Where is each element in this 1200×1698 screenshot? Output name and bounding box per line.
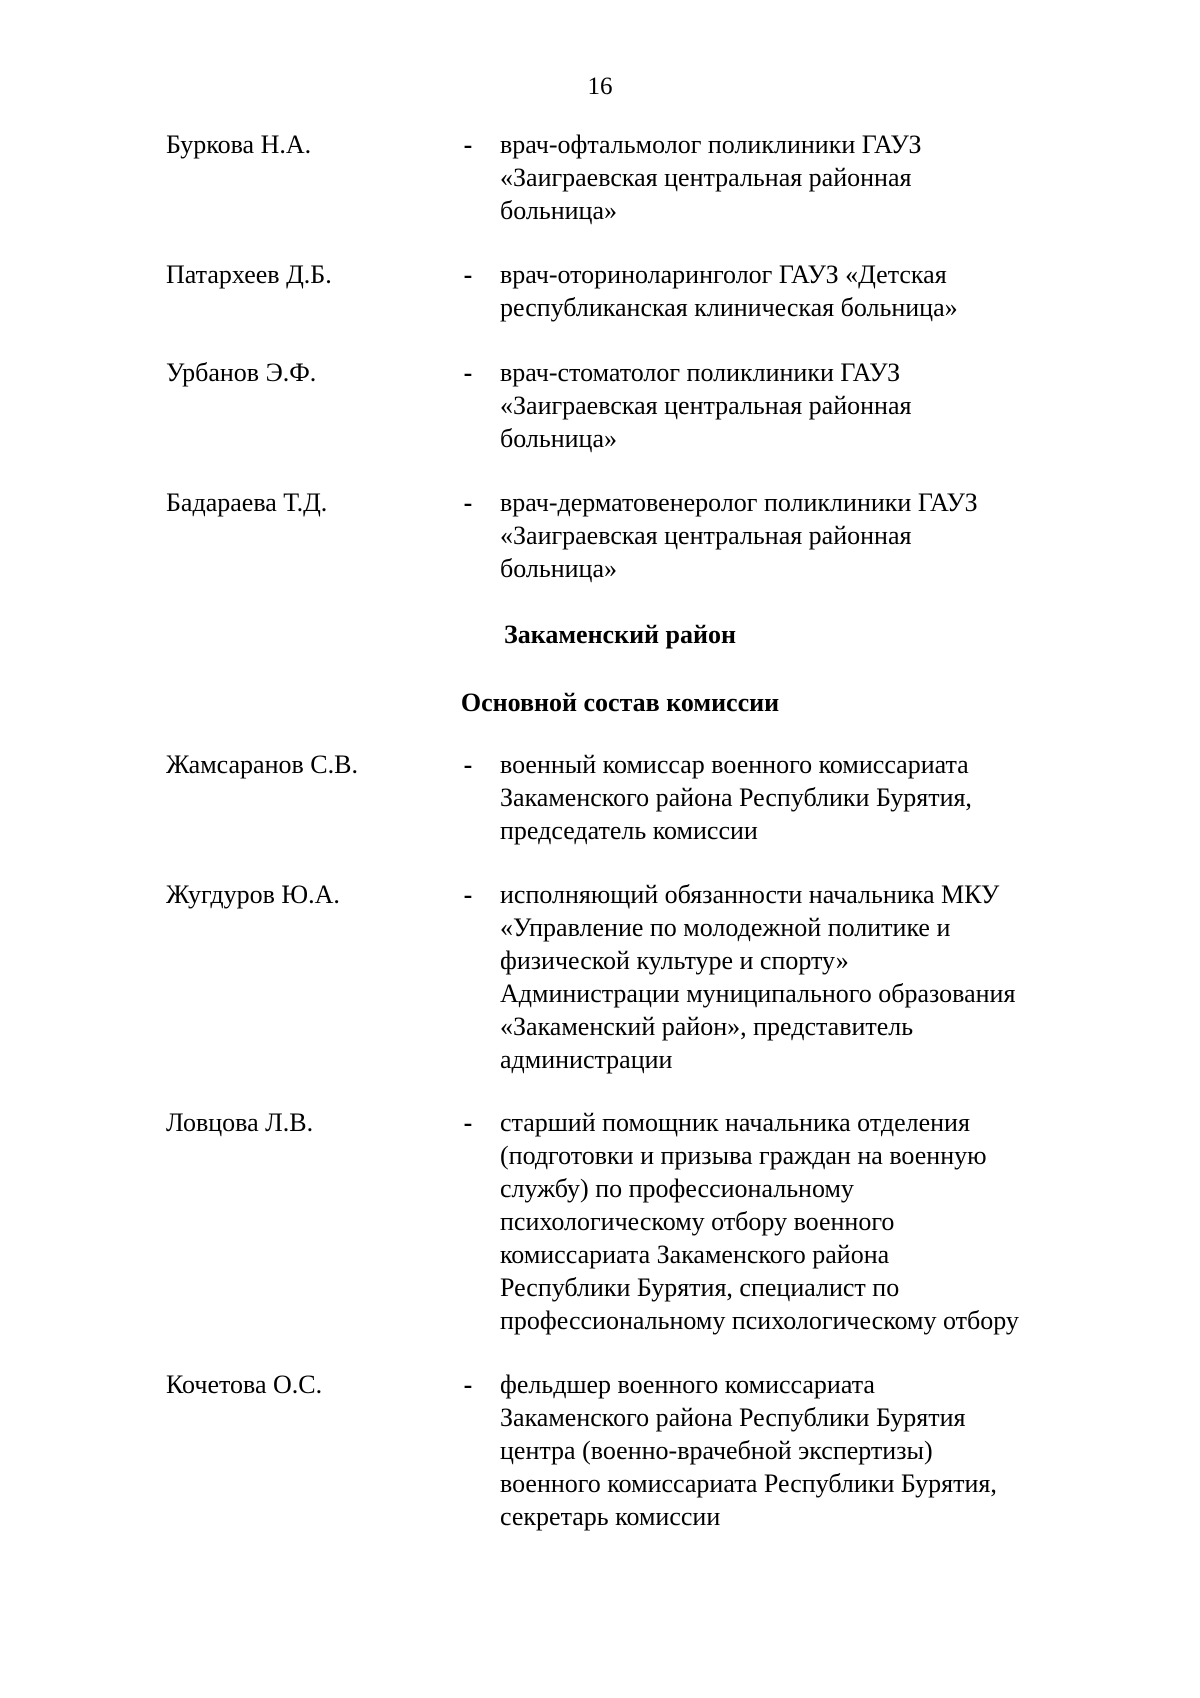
member-position <box>500 258 1077 324</box>
position-line: Республики Бурятия, специалист по <box>500 1273 900 1302</box>
position-line: врач-стоматолог поликлиники ГАУЗ <box>500 358 901 387</box>
member-name: Ловцова Л.В. <box>166 1108 314 1137</box>
position-line: военный комиссар военного комиссариата <box>500 750 969 779</box>
position-line: председатель комиссии <box>500 816 758 845</box>
position-line: «Заиграевская центральная районная <box>500 521 912 550</box>
member-position <box>500 748 1077 847</box>
member-name: Урбанов Э.Ф. <box>166 358 317 387</box>
position-line: военного комиссариата Республики Бурятия, <box>500 1469 997 1498</box>
position-line: службу) по профессиональному <box>500 1174 854 1203</box>
dash-separator: - <box>463 260 473 289</box>
dash-separator: - <box>463 880 473 909</box>
member-name: Жамсаранов С.В. <box>166 750 358 779</box>
position-line: «Закаменский район», представитель <box>500 1012 914 1041</box>
position-line: Администрации муниципального образования <box>500 979 1016 1008</box>
position-line: Закаменского района Республики Бурятия, <box>500 783 972 812</box>
position-line: Закаменского района Республики Бурятия <box>500 1403 966 1432</box>
position-line: физической культуре и спорту» <box>500 946 849 975</box>
position-line: комиссариата Закаменского района <box>500 1240 890 1269</box>
position-line: психологическому отбору военного <box>500 1207 895 1236</box>
dash-separator: - <box>463 750 473 779</box>
position-line: исполняющий обязанности начальника МКУ <box>500 880 1000 909</box>
member-position <box>500 1106 1077 1337</box>
section-title: Закаменский район <box>504 620 736 649</box>
position-line: «Управление по молодежной политике и <box>500 913 951 942</box>
position-line: «Заиграевская центральная районная <box>500 391 912 420</box>
position-line: больница» <box>500 554 617 583</box>
position-line: республиканская клиническая больница» <box>500 293 958 322</box>
member-position <box>500 128 1077 227</box>
position-line: старший помощник начальника отделения <box>500 1108 970 1137</box>
member-name: Буркова Н.А. <box>166 130 312 159</box>
position-line: больница» <box>500 196 617 225</box>
dash-separator: - <box>463 130 473 159</box>
member-name: Жугдуров Ю.А. <box>166 880 340 909</box>
dash-separator: - <box>463 1370 473 1399</box>
subsection-title: Основной состав комиссии <box>460 688 780 717</box>
member-position <box>500 1368 1077 1533</box>
member-name: Кочетова О.С. <box>166 1370 323 1399</box>
position-line: «Заиграевская центральная районная <box>500 163 912 192</box>
member-position <box>500 356 1077 455</box>
position-line: центра (военно-врачебной экспертизы) <box>500 1436 933 1465</box>
position-line: врач-оториноларинголог ГАУЗ «Детская <box>500 260 947 289</box>
page-number: 16 <box>587 73 613 100</box>
member-position <box>500 878 1077 1076</box>
position-line: врач-офтальмолог поликлиники ГАУЗ <box>500 130 922 159</box>
member-name: Патархеев Д.Б. <box>166 260 332 289</box>
position-line: секретарь комиссии <box>500 1502 721 1531</box>
dash-separator: - <box>463 358 473 387</box>
dash-separator: - <box>463 1108 473 1137</box>
position-line: фельдшер военного комиссариата <box>500 1370 875 1399</box>
position-line: (подготовки и призыва граждан на военную <box>500 1141 987 1170</box>
member-name: Бадараева Т.Д. <box>166 488 328 517</box>
dash-separator: - <box>463 488 473 517</box>
position-line: администрации <box>500 1045 673 1074</box>
position-line: врач-дерматовенеролог поликлиники ГАУЗ <box>500 488 978 517</box>
position-line: профессиональному психологическому отбору <box>500 1306 1019 1335</box>
position-line: больница» <box>500 424 617 453</box>
member-position <box>500 486 1077 585</box>
